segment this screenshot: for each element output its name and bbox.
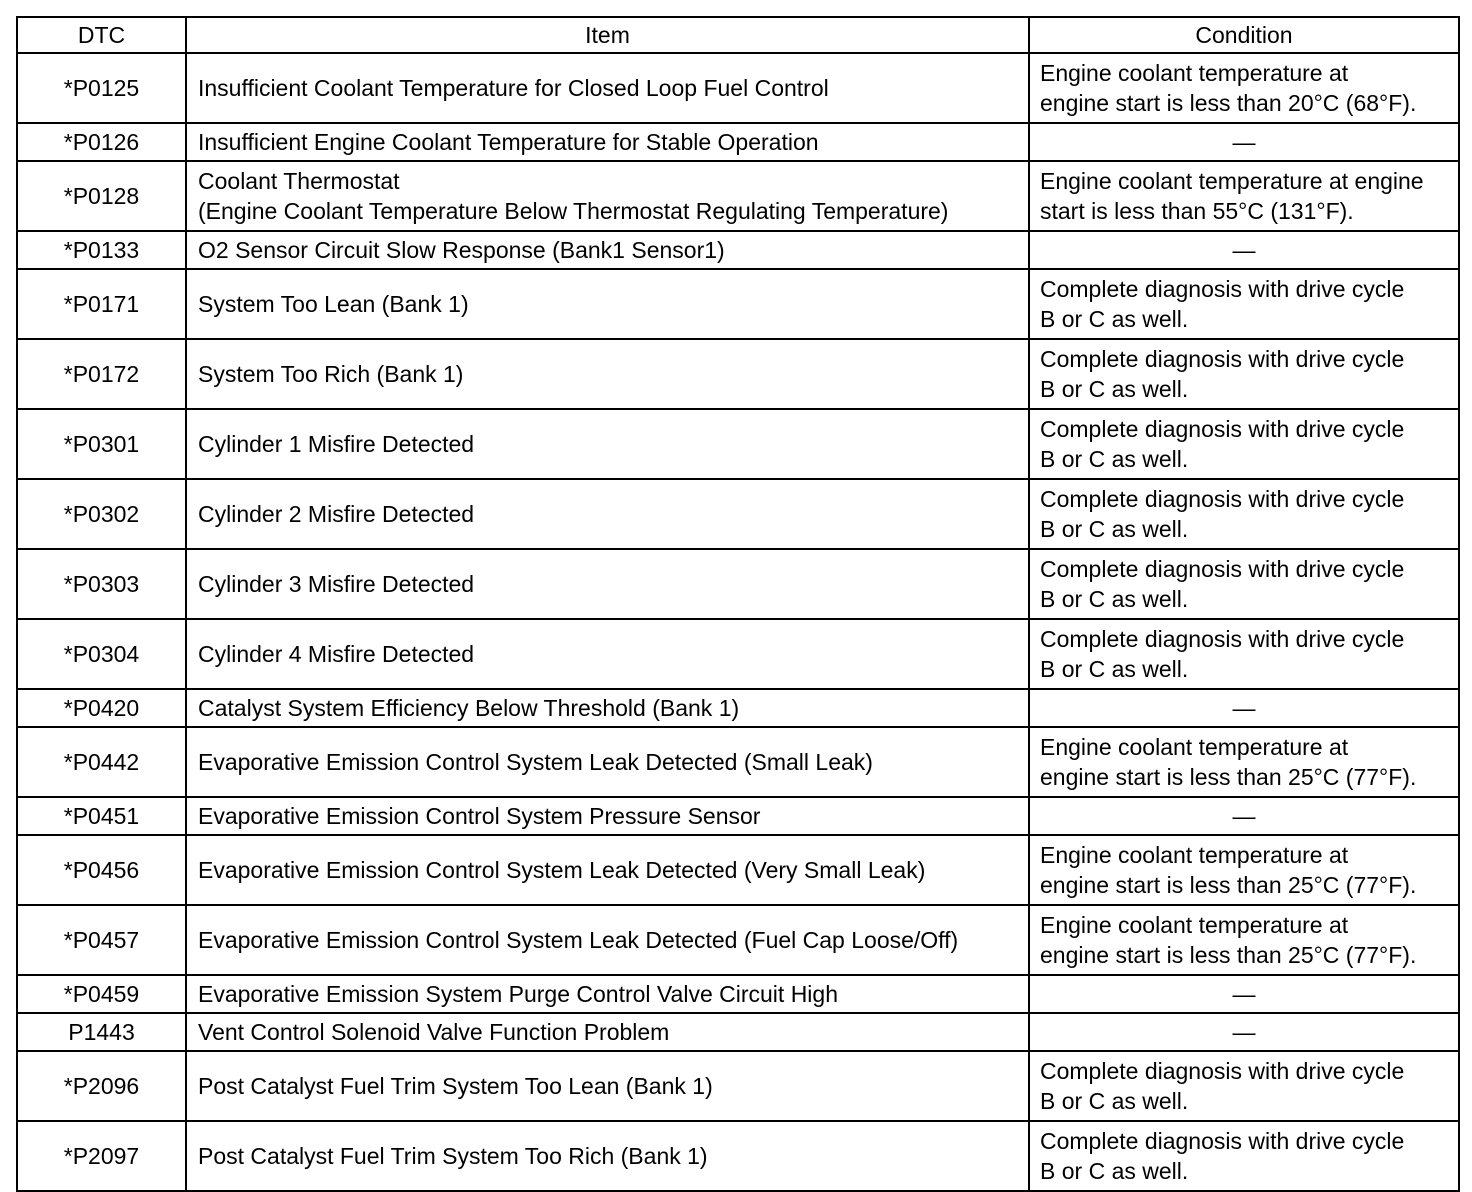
condition-cell [1029,339,1459,409]
condition-text: Engine coolant temperature at engine [1040,168,1424,194]
item-text: Evaporative Emission System Purge Control Valve Circuit High [198,981,838,1007]
dtc-code: P1443 [17,1013,186,1051]
condition-cell [1029,479,1459,549]
table-row [17,161,1459,231]
document-page [16,16,1460,1192]
condition-cell [1029,797,1459,835]
item-cell [186,123,1029,161]
condition-dash: — [1232,981,1256,1007]
dtc-code: *P2096 [17,1051,186,1121]
item-text: Insufficient Engine Coolant Temperature for Stable Operation [198,129,819,155]
item-text: Post Catalyst Fuel Trim System Too Rich (Bank 1) [198,1143,708,1169]
dtc-code: *P0171 [17,269,186,339]
header-item: Item [186,17,1029,53]
condition-dash: — [1232,1019,1256,1045]
condition-text: start is less than 55°C (131°F). [1040,198,1354,224]
condition-text: engine start is less than 20°C (68°F). [1040,90,1417,116]
condition-text: Engine coolant temperature at [1040,60,1349,86]
table-row [17,689,1459,727]
condition-text: Complete diagnosis with drive cycle [1040,626,1405,652]
condition-cell [1029,727,1459,797]
condition-text: engine start is less than 25°C (77°F). [1040,942,1417,968]
dtc-code: *P0133 [17,231,186,269]
item-cell [186,269,1029,339]
item-text: Evaporative Emission Control System Leak Detected (Small Leak) [198,749,873,775]
table-row [17,975,1459,1013]
condition-text: Complete diagnosis with drive cycle [1040,1058,1405,1084]
table-row [17,1051,1459,1121]
item-cell [186,905,1029,975]
condition-cell [1029,975,1459,1013]
table-row [17,231,1459,269]
table-row [17,905,1459,975]
condition-dash: — [1232,129,1256,155]
item-text: Evaporative Emission Control System Leak Detected (Very Small Leak) [198,857,926,883]
dtc-code: *P0302 [17,479,186,549]
condition-text: Engine coolant temperature at [1040,734,1349,760]
dtc-code: *P0303 [17,549,186,619]
item-cell [186,619,1029,689]
item-text: Post Catalyst Fuel Trim System Too Lean (Bank 1) [198,1073,713,1099]
condition-text: B or C as well. [1040,446,1189,472]
table-row [17,549,1459,619]
table-row [17,727,1459,797]
condition-text: Engine coolant temperature at [1040,842,1349,868]
table-row [17,339,1459,409]
item-text: Cylinder 2 Misfire Detected [198,501,475,527]
dtc-code: *P2097 [17,1121,186,1191]
item-text: Insufficient Coolant Temperature for Closed Loop Fuel Control [198,75,829,101]
item-text: Coolant Thermostat [198,168,400,194]
condition-cell [1029,549,1459,619]
header-dtc: DTC [17,17,186,53]
item-cell [186,231,1029,269]
dtc-code: *P0456 [17,835,186,905]
condition-cell [1029,1013,1459,1051]
item-cell [186,797,1029,835]
condition-text: B or C as well. [1040,1158,1189,1184]
item-cell [186,53,1029,123]
condition-cell [1029,53,1459,123]
table-row [17,797,1459,835]
condition-text: Complete diagnosis with drive cycle [1040,346,1405,372]
item-text: Evaporative Emission Control System Leak Detected (Fuel Cap Loose/Off) [198,927,959,953]
item-text: Cylinder 3 Misfire Detected [198,571,475,597]
item-text: Cylinder 4 Misfire Detected [198,641,475,667]
condition-cell [1029,619,1459,689]
condition-text: B or C as well. [1040,516,1189,542]
table-row [17,123,1459,161]
item-text: O2 Sensor Circuit Slow Response (Bank1 Sensor1) [198,237,725,263]
dtc-code: *P0304 [17,619,186,689]
condition-cell [1029,689,1459,727]
condition-cell [1029,1121,1459,1191]
table-body [17,53,1459,1191]
item-text: System Too Lean (Bank 1) [198,291,469,317]
item-cell [186,479,1029,549]
item-cell [186,975,1029,1013]
dtc-code: *P0128 [17,161,186,231]
table-row [17,619,1459,689]
item-text: Catalyst System Efficiency Below Threshold (Bank 1) [198,695,740,721]
condition-cell [1029,161,1459,231]
item-cell [186,1121,1029,1191]
condition-text: B or C as well. [1040,306,1189,332]
condition-text: Complete diagnosis with drive cycle [1040,276,1405,302]
condition-text: B or C as well. [1040,1088,1189,1114]
table-row [17,1121,1459,1191]
dtc-code: *P0442 [17,727,186,797]
dtc-code: *P0301 [17,409,186,479]
item-cell [186,1051,1029,1121]
table-row [17,479,1459,549]
condition-text: Complete diagnosis with drive cycle [1040,486,1405,512]
condition-text: Complete diagnosis with drive cycle [1040,1128,1405,1154]
item-cell [186,835,1029,905]
table-row [17,1013,1459,1051]
header-condition: Condition [1029,17,1459,53]
table-header-row [17,17,1459,53]
dtc-code: *P0125 [17,53,186,123]
condition-cell [1029,1051,1459,1121]
condition-cell [1029,905,1459,975]
item-text: Evaporative Emission Control System Pressure Sensor [198,803,761,829]
condition-cell [1029,835,1459,905]
table-row [17,835,1459,905]
item-text: Vent Control Solenoid Valve Function Problem [198,1019,670,1045]
table-row [17,269,1459,339]
dtc-code: *P0457 [17,905,186,975]
condition-text: Complete diagnosis with drive cycle [1040,416,1405,442]
condition-text: engine start is less than 25°C (77°F). [1040,872,1417,898]
condition-cell [1029,409,1459,479]
item-cell [186,1013,1029,1051]
condition-text: B or C as well. [1040,656,1189,682]
table-row [17,409,1459,479]
condition-cell [1029,269,1459,339]
condition-cell [1029,231,1459,269]
condition-dash: — [1232,237,1256,263]
condition-dash: — [1232,695,1256,721]
dtc-code: *P0451 [17,797,186,835]
item-text: (Engine Coolant Temperature Below Thermostat Regulating Temperature) [198,198,949,224]
dtc-code: *P0172 [17,339,186,409]
item-cell [186,339,1029,409]
item-cell [186,161,1029,231]
condition-text: Engine coolant temperature at [1040,912,1349,938]
item-cell [186,689,1029,727]
dtc-table [16,16,1460,1192]
condition-cell [1029,123,1459,161]
dtc-code: *P0459 [17,975,186,1013]
condition-text: Complete diagnosis with drive cycle [1040,556,1405,582]
item-text: Cylinder 1 Misfire Detected [198,431,475,457]
dtc-code: *P0126 [17,123,186,161]
condition-text: B or C as well. [1040,376,1189,402]
condition-text: B or C as well. [1040,586,1189,612]
condition-text: engine start is less than 25°C (77°F). [1040,764,1417,790]
item-cell [186,409,1029,479]
item-cell [186,549,1029,619]
item-text: System Too Rich (Bank 1) [198,361,464,387]
table-row [17,53,1459,123]
dtc-code: *P0420 [17,689,186,727]
condition-dash: — [1232,803,1256,829]
item-cell [186,727,1029,797]
